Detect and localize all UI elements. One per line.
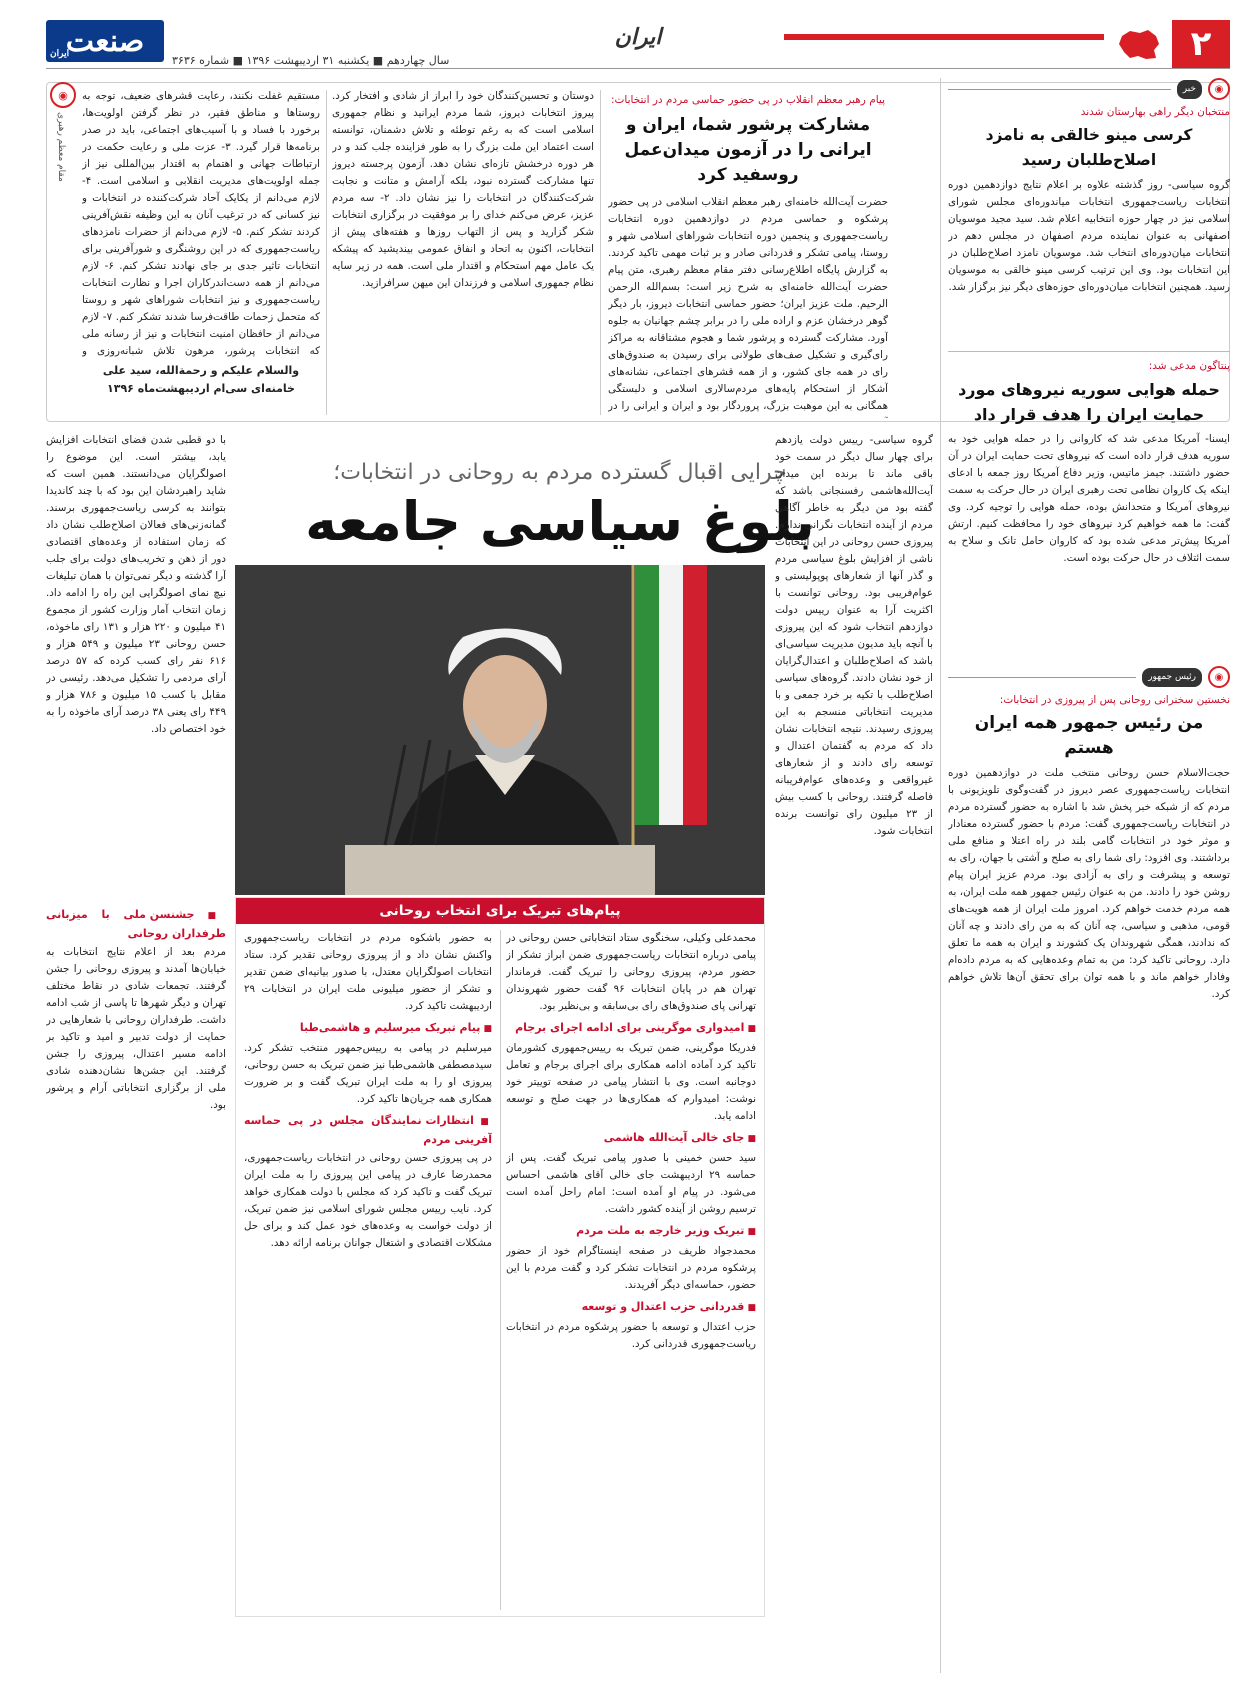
right-news-column xyxy=(948,78,1230,1668)
congrats-left-column xyxy=(244,930,492,1610)
main-story-body-left: با دو قطبی شدن فضای انتخابات افزایش یابد، بیشتر است. این موضوع را اصولگرایان می‌دانستند. همین است که شاید راهبردشان این بود که با چند کاندیدا بتوانند به کرسی ریاست‌جمهوری برسند. گمانه‌زنی‌های فعالان اصلاح‌طلب نشان داد که زمان استفاده از وعده‌های اقتصادی دور از ذهن و تخریب‌های دولت برای جلب آرا گذشته و دیگر نمی‌توان با همان تبلیغات نیچ نمای اصولگرایی این راه را ادامه داد. زمان انتخاب آمار وزارت کشور از مجموع ۴۱ میلیون و ۲۲۰ هزار و ۱۳۱ رای ماخوذه، حسن روحانی ۲۳ میلیون و ۵۴۹ هزار و ۶۱۶ نفر رای کسب کرده که ۵۷ درصد آرای مردمی را تشکیل می‌دهد. رئیسی در مقابل با کسب ۱۵ میلیون و ۷۸۶ هزار و ۴۴۹ رای یعنی ۳۸ درصد آرای ماخوذه را به خود اختصاص داد. xyxy=(46,434,226,735)
leader-message-col1 xyxy=(608,88,888,418)
congrats-subhead-2: ■ جای خالی آیت‌الله هاشمی xyxy=(506,1129,756,1148)
main-story-kicker: چرایی اقبال گسترده مردم به روحانی در انتخابات؛ xyxy=(333,460,787,485)
president-emblem-icon: ◉ xyxy=(1208,666,1230,688)
leader-signature: والسلام علیکم و رحمة‌الله، سید علی خامنه‌ای سی‌ام اردیبهشت‌ماه ۱۳۹۶ xyxy=(102,364,300,395)
divider xyxy=(326,90,327,415)
congrats-text-3: محمدجواد ظریف در صفحه اینستاگرام خود از حضور پرشکوه مردم در انتخابات تشکر کرد و گفت مردم با این حضور، حماسه‌ای دیگر آفریدند. xyxy=(506,1245,756,1291)
leader-body-2: دوستان و تحسین‌کنندگان خود را ابراز از شادی و افتخار کرد. پیروز انتخابات دیروز، شما مردم ایرانید و نظام جمهوری اسلامی است که به رغم توطئه و تلاش دشمنان، توانسته است اعتماد این ملت بزرگ را به طور فزاینده جلب کند و در هر دوره درخشش تازه‌ای نشان دهد. آزمون پرجسته دیروز تنها مشارکت گسترده نبود، بلکه آرامش و متانت و نجابت شرکت‌کنندگان در انتخابات را نیز نشان داد. ۲- سه مردم عزیز، عرض می‌کنم خدای را بر موفقیت در برگزاری انتخابات شکر گزارید و پس از التهاب روزها و هفته‌های پیش از انتخابات، اکنون به اتحاد و انفاق عمومی بیندیشید که پیشکه یک عامل مهم استحکام و اقتدار ملی است. همه در زیر سایه نظام جمهوری اسلامی و فرزندان این میهن سرافرازید. xyxy=(332,90,594,289)
president-section-header xyxy=(948,666,1230,688)
main-story-right-column xyxy=(775,432,933,1672)
leader-message-col3 xyxy=(82,88,320,418)
leader-emblem-icon: ◉ xyxy=(50,82,76,108)
divider xyxy=(940,78,941,1673)
congrats-intro-right: محمدعلی وکیلی، سخنگوی ستاد انتخاباتی حسن روحانی در پیامی درباره انتخابات ریاست‌جمهوری ضمن ابراز تشکر از حضور مردم، پیروزی روحانی را تبریک گفت. فرماندار تهران هم در پایان انتخابات ۹۶ گفت حضور شهروندان تهرانی پای صندوق‌های رای بی‌سابقه و بی‌نظیر بود. xyxy=(506,932,756,1012)
leader-message-col2 xyxy=(332,88,594,418)
congrats-subhead-6: ■ انتظارات نمایندگان مجلس در پی حماسه آفرینی مردم xyxy=(244,1112,492,1148)
congrats-subhead-1: ■ امیدواری موگرینی برای ادامه اجرای برجام xyxy=(506,1019,756,1038)
header-rule xyxy=(46,68,1230,69)
main-story-subhead: ■ جشنسن ملی با میزبانی طرفداران روحانی xyxy=(46,906,226,942)
congrats-subhead-4: ■ قدردانی حزب اعتدال و توسعه xyxy=(506,1298,756,1317)
portrait-illustration xyxy=(235,565,765,895)
divider xyxy=(600,90,601,415)
congrats-text-4: حزب اعتدال و توسعه با حضور پرشکوه مردم در انتخابات ریاست‌جمهوری قدردانی کرد. xyxy=(506,1321,756,1350)
logo-subtext: ایران xyxy=(50,49,70,59)
news1-headline: کرسی مینو خالقی به نامزد اصلاح‌طلبان رسید xyxy=(985,126,1193,169)
iran-flag-icon xyxy=(633,565,707,865)
news2-headline: حمله هوایی سوریه نیروهای مورد حمایت ایران را هدف قرار داد xyxy=(958,380,1220,424)
leader-body-3: مستقیم غفلت نکنند، رعایت قشرهای ضعیف، توجه به روستاها و مناطق فقیر، در نظر گرفتن اولویت‌ها، برخورد با فساد و با آسیب‌های اجتماعی، باید در صدر برنامه‌ها قرار گیرد. ۳- عزت ملی و رعایت حکمت در ارتباطات جهانی و اهتمام به اقتدار بین‌المللی نیز از جمله اولویت‌های مدیریت انقلابی و اسلامی است. ۴- لازم می‌دانم از یکایک آحاد شرکت‌کننده در انتخابات و نیز کسانی که در ترغیب آنان به این وظیفه نقش‌آفرینی کردند تشکر کنم. ۵- لازم می‌دانم از حضرات نامزدهای ریاست‌جمهوری که در این روشنگری و شورآفرینی برای انتخابات تاثیر جدی بر جای نهادند تشکر کنم. ۶- لازم می‌دانم از همه دست‌اندرکاران اجرا و نظارت انتخابات ریاست‌جمهوری و نیز انتخابات شوراهای شهر و روستا که متحمل زحمات طاقت‌فرسا شدند تشکر کنم. ۷- لازم می‌دانم از حافظان امنیت انتخابات و نیز از رسانه ملی که انتخابات پرشور، مرهون تلاش شبانه‌روزی و xyxy=(82,90,320,357)
leader-badge-sidebar xyxy=(46,82,76,382)
leader-kicker: پیام رهبر معظم انقلاب در پی حضور حماسی مردم در انتخابات: xyxy=(610,94,886,106)
logo-text: صنعت xyxy=(65,23,145,59)
congrats-text-5: میرسلیم در پیامی به رییس‌جمهور منتخب تشکر کرد. سیدمصطفی هاشمی‌طبا نیز ضمن تبریک به حسن روحانی، پیروزی او را به ملت ایران تبریک گفت و بر ضرورت همکاری همه جریان‌ها تاکید کرد. xyxy=(244,1042,492,1105)
newspaper-logo[interactable] xyxy=(46,20,164,62)
main-story-headline: بلوغ سیاسی جامعه xyxy=(305,490,815,553)
news1-kicker: منتخبان دیگر راهی بهارستان شدند xyxy=(1080,106,1230,118)
leader-body-1: حضرت آیت‌الله خامنه‌ای رهبر معظم انقلاب اسلامی در پی حضور پرشکوه و حماسی مردم در دوازدهمین دوره انتخابات ریاست‌جمهوری و پنجمین دوره انتخابات شوراهای اسلامی شهر و روستا، پیامی تشکر و قدردانی صادر و بر ثبات مهمی تاکید کردند. به گزارش پایگاه اطلاع‌رسانی دفتر مقام معظم رهبری، متن پیام حضرت آیت‌الله خامنه‌ای به شرح زیر است: بسم‌الله الرحمن الرحیم. ملت عزیز ایران؛ حضور حماسی انتخابات دیروز، بار دیگر گوهر درخشان عزم و اراده ملی را در برابر چشم جهانیان به جلوه آورد. مشارکت گسترده و پرشور شما و هجوم مشتاقانه به مراکز رای‌گیری و تشکیل صف‌های طولانی برای رسیدن به صندوق‌های رای در همه جای کشور، و از همه قشرهای اجتماعی، نشانه‌های آشکار از استحکام پایه‌های مردم‌سالاری اسلامی و دلبستگی همگانی به این موهبت بزرگ، پروردگار بود و ایران و ایرانی را در xyxy=(608,196,888,412)
news3-headline: من رئیس جمهور همه ایران هستم xyxy=(974,713,1204,758)
news-section-header xyxy=(948,78,1230,100)
section-title: ایران xyxy=(614,24,662,50)
rouhani-photo xyxy=(235,565,765,895)
news1-body: گروه سیاسی- روز گذشته علاوه بر اعلام نتایج دوازدهمین دوره انتخابات ریاست‌جمهوری انتخابات میاندوره‌ای مجلس شورای اسلامی نیز در چهار حوزه انتخابیه اعلام شد. سید مجید موسویان اصفهانی به عنوان نماینده مردم اصفهان در مجلس دهم در انتخابات میان‌دوره‌ای انتخاب شد. موسویان نامزد اصلاح‌طلبان در این انتخابات بود. وی این ترتیب کرسی مینو خالقی به موسویان رسید. همچنین انتخابات میان‌دوره‌ای حوزه‌های دیگر نیز برگزار شد. xyxy=(948,179,1230,293)
congrats-subhead-5: ■ پیام تبریک میرسلیم و هاشمی‌طبا xyxy=(244,1019,492,1038)
congrats-box-title: پیام‌های تبریک برای انتخاب روحانی xyxy=(236,898,764,924)
page-number: ۲ xyxy=(1172,20,1230,68)
president-badge: رئیس جمهور xyxy=(1142,668,1202,687)
news2-kicker: پنتاگون مدعی شد: xyxy=(1148,360,1230,372)
congrats-text-6: در پی پیروزی حسن روحانی در انتخابات ریاست‌جمهوری، محمدرضا عارف در پیامی این پیروزی را به ملت ایران تبریک گفت و تاکید کرد که مجلس با دولت همکاری خواهد کرد. نایب رییس مجلس شورای اسلامی نیز ضمن تبریک، از دولت خواست به وعده‌های خود عمل کند و برای حل مشکلات اقتصادی و اشتغال جوانان برنامه ارائه دهد. xyxy=(244,1152,492,1249)
congrats-subhead-3: ■ تبریک وزیر خارجه به ملت مردم xyxy=(506,1222,756,1241)
main-story-left-column xyxy=(46,432,226,1672)
news3-body: حجت‌الاسلام حسن روحانی منتخب ملت در دوازدهمین دوره انتخابات ریاست‌جمهوری عصر دیروز در گفت‌وگوی تلویزیونی با مردم که از شبکه خبر پخش شد با اشاره به حضور گسترده مردم در انتخابات ریاست‌جمهوری گفت: مردم با حضور گسترده معنادار و موثر خود در انتخابات گامی بلند در راه اعتلا و منافع ملی برداشتند. وی افزود: رای شما رای به صلح و آشتی با جهان، رای به توسعه و پیشرفت و رای به آزادی بود. مردم عزیز ایران پیام روشن خود را دادند. من به عنوان رئیس جمهور همه ملت ایران، به همه مردم خدمت خواهم کرد. امروز ملت ایران از همه هویت‌های قومی، مذهبی و سیاسی، چه آنان که به من رای دادند و چه آنان که ندادند، همگی شهروندان یک کشورند و ایران به همه ما تعلق دارد. روحانی تاکید کرد: من به تمام وعده‌هایی که به مردم داده‌ام وفادار خواهم ماند و با همه توان برای تحقق آن‌ها تلاش خواهم کرد. xyxy=(948,767,1230,1000)
page-header xyxy=(46,20,1230,80)
divider xyxy=(500,930,501,1610)
congrats-box xyxy=(235,897,765,1617)
congrats-text-1: فدریکا موگرینی، ضمن تبریک به رییس‌جمهوری کشورمان تاکید کرد آماده ادامه همکاری برای اجرای برجام و تعامل دوجانبه است. وی با انتشار پیامی در صفحه توییتر خود نوشت: امیدوارم که همکاری‌ها در جهت صلح و توسعه ادامه یابد. xyxy=(506,1042,756,1122)
news-badge: خبر xyxy=(1177,80,1202,99)
news3-kicker: نخستین سخنرانی روحانی پس از پیروزی در انتخابات: xyxy=(999,694,1230,706)
news-emblem-icon: ◉ xyxy=(1208,78,1230,100)
issue-info: سال چهاردهم ■ یکشنبه ۳۱ اردیبهشت ۱۳۹۶ ■ شماره ۳۶۳۶ xyxy=(172,54,450,67)
congrats-intro-left: به حضور باشکوه مردم در انتخابات ریاست‌جمهوری واکنش نشان داد و از پیروزی روحانی تقدیر کرد. ستاد انتخابات اصولگرایان معتدل، با صدور بیانیه‌ای ضمن تقدیر و تشکر از حضور میلیونی ملت ایران در انتخابات ۲۹ اردیبهشت تاکید کرد. xyxy=(244,932,492,1012)
news2-body: ایسنا- آمریکا مدعی شد که کاروانی را در حمله هوایی خود به سوریه هدف قرار داده است که نیروهای تحت حمایت ایران در آن حضور داشتند. جیمز ماتیس، وزیر دفاع آمریکا روز جمعه با ادعای اینکه یک کاروان نظامی تحت رهبری ایران در حال حرکت به سمت نیروهای آمریکا و متحدانش بوده، حمله هوایی را توجیه کرد. وی گفت: ما همه خواهیم کرد نیروهای خود را محافظت کنیم. ارتش آمریکا پیش‌تر مدعی شده بود که کاروان حامل تانک و سلاح به سمت ائتلاف در حال حرکت بوده است. xyxy=(948,433,1230,564)
congrats-text-2: سید حسن خمینی با صدور پیامی تبریک گفت. پس از حماسه ۲۹ اردیبهشت جای خالی آقای هاشمی احساس می‌شود. در پیام او آمده است: امام راحل آمده است ترسیم روشن از آینده کشور داشت. xyxy=(506,1152,756,1215)
leader-headline: مشارکت پرشور شما، ایران و ایرانی را در آزمون میدان‌عمل روسفید کرد xyxy=(624,115,872,185)
main-story-body-right: گروه سیاسی- رییس دولت یازدهم برای چهار سال دیگر در سمت خود باقی ماند تا برنده این میدان آیت‌الله‌هاشمی رفسنجانی باشد که گفته بود من دیگر به خاطر آگاهی مردم از آینده انتخابات نگرانی ندارم. پیروزی حسن روحانی در این انتخابات ناشی از افزایش بلوغ سیاسی مردم و گذر آنها از شعارهای پوپولیستی و عوام‌فریبی بود. روحانی توانست با اکثریت آرا به عنوان رییس دولت دوازدهم انتخاب شود که این پیروزی با آنچه باید مدیون مدیریت سیاسی‌ای باشد که اصلاح‌طلبان و اعتدال‌گرایان از خود نشان دادند. گروه‌های سیاسی اصلاح‌طلب با تکیه بر خرد جمعی و با مدیریت انتخاباتی منسجم به این پیروزی رسیدند. نتیجه انتخابات نشان داد که مردم به گفتمان اعتدال و توسعه رای دادند و از شعارهای غیرواقعی و وعده‌های عوام‌فریبانه فاصله گرفتند. روحانی با کسب بیش از ۲۳ میلیون رای توانست برنده انتخابات شود. xyxy=(775,434,933,837)
main-story-body-left2: مردم بعد از اعلام نتایج انتخابات به خیابان‌ها آمدند و پیروزی روحانی را جشن گرفتند. تجمعات شادی در نقاط مختلف تهران و دیگر شهرها تا پاسی از شب ادامه داشت. طرفداران روحانی با شعارهایی در حمایت از دولت تدبیر و امید و تاکید بر ادامه مسیر اعتدال، پیروزی را جشن گرفتند. این جشن‌ها نشان‌دهنده شادی ملی از برگزاری انتخاباتی آرام و پرشور بود. xyxy=(46,946,226,1111)
leader-badge-label: مقام معظم رهبری xyxy=(56,112,66,182)
congrats-right-column xyxy=(506,930,756,1610)
